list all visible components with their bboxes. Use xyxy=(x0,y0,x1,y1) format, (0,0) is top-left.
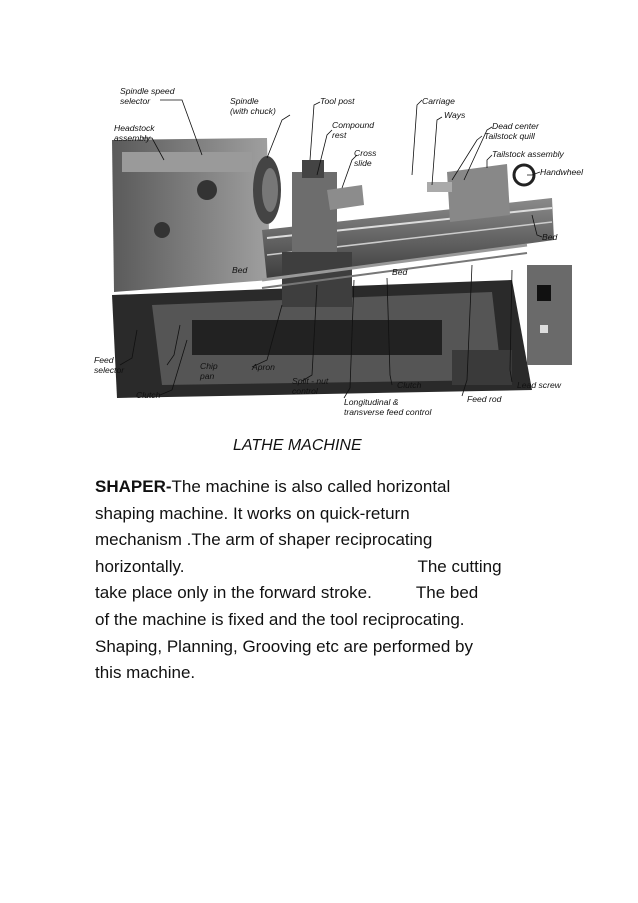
para-line-4a: horizontally. xyxy=(95,556,185,576)
para-line-5a: take place only in the forward stroke. xyxy=(95,583,372,603)
lathe-machine-figure xyxy=(92,80,592,425)
para-line-5b: The bed xyxy=(415,583,479,603)
label-cross-slide-2: slide xyxy=(354,158,372,168)
shaper-paragraph xyxy=(95,474,565,687)
lathe-machine-illustration xyxy=(92,80,592,425)
label-chip-pan-2: pan xyxy=(200,371,215,381)
label-compound-rest-2: rest xyxy=(332,130,347,140)
label-spindle-2: (with chuck) xyxy=(230,106,276,116)
para-line-7: Shaping, Planning, Grooving etc are performed by xyxy=(95,636,474,656)
label-chip-pan-1: Chip xyxy=(200,361,218,371)
label-dead-center: Dead center xyxy=(492,121,539,131)
para-line-1: The machine is also called horizontal xyxy=(171,477,451,496)
label-longitudinal-2: transverse feed control xyxy=(344,407,432,417)
label-handwheel: Handwheel xyxy=(540,167,583,177)
label-tailstock-assembly: Tailstock assembly xyxy=(492,149,564,159)
label-feed-selector-1: Feed xyxy=(94,355,114,365)
para-line-2: shaping machine. It works on quick-return xyxy=(95,503,410,523)
label-spindle-1: Spindle xyxy=(230,96,259,106)
label-bed-mid-2: Bed xyxy=(392,267,408,277)
label-carriage: Carriage xyxy=(422,96,455,106)
label-headstock-assembly-2: assembly xyxy=(114,133,151,143)
label-ways: Ways xyxy=(444,110,466,120)
label-feed-rod: Feed rod xyxy=(467,394,502,404)
para-line-6: of the machine is fixed and the tool reciprocating. xyxy=(95,609,465,629)
label-cross-slide-1: Cross xyxy=(354,148,377,158)
para-line-4b: The cutting xyxy=(417,556,502,576)
label-lead-screw: Lead screw xyxy=(517,380,561,390)
label-apron: Apron xyxy=(252,362,275,372)
label-split-nut-1: Split - nut xyxy=(292,376,329,386)
label-bed-mid-1: Bed xyxy=(232,265,248,275)
label-spindle-speed-selector-1: Spindle speed xyxy=(120,86,175,96)
label-compound-rest-1: Compound xyxy=(332,120,375,130)
label-tailstock-quill: Tailstock quill xyxy=(484,131,535,141)
label-bed-right: Bed xyxy=(542,232,558,242)
label-feed-selector-2: selector xyxy=(94,365,125,375)
para-line-3: mechanism .The arm of shaper reciprocating xyxy=(95,530,433,550)
label-clutch-left: Clutch xyxy=(136,390,161,400)
para-line-8: this machine. xyxy=(95,663,196,683)
label-clutch-mid: Clutch xyxy=(397,380,422,390)
figure-caption: LATHE MACHINE xyxy=(233,437,362,454)
label-longitudinal-1: Longitudinal & xyxy=(344,397,399,407)
term-shaper: SHAPER- xyxy=(95,477,172,496)
label-tool-post: Tool post xyxy=(320,96,355,106)
label-split-nut-2: control xyxy=(292,386,318,396)
label-spindle-speed-selector-2: selector xyxy=(120,96,151,106)
label-headstock-assembly-1: Headstock xyxy=(114,123,155,133)
